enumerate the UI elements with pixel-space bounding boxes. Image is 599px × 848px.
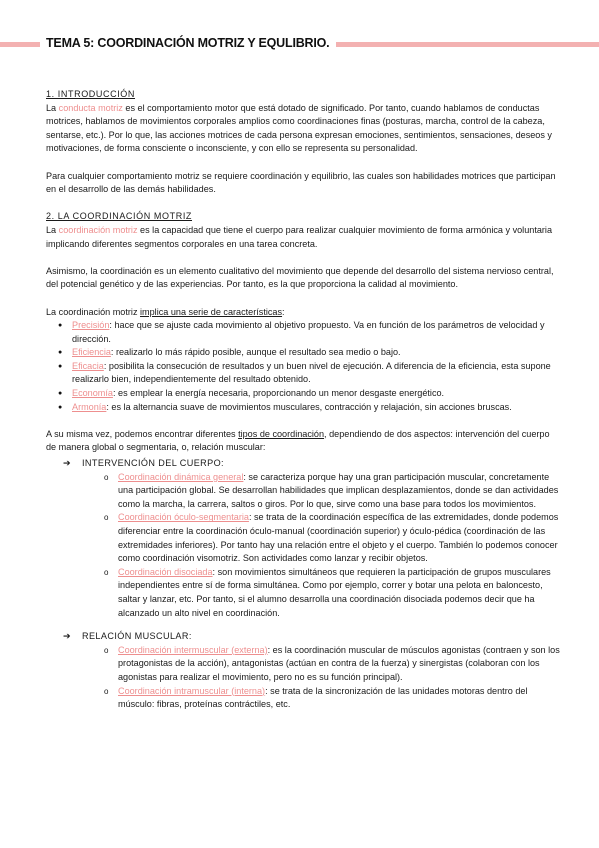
circle-bullet-icon: o [104, 472, 109, 482]
list-item: o Coordinación intramuscular (interna): se trata de la sincronización de las unidades motoras dentro del músculo: fibras, proteínas contráctiles, etc. [104, 685, 528, 710]
list-item: o Coordinación dinámica general: se caracteriza porque hay una gran participación muscular, concretamente una participación global. Se desarrollan habilidades que implican desplazamientos, donde se dan actividades como la marcha, la carrera, saltos o giros. Por lo que, sirve como una base para todos los movimientos. [104, 471, 559, 509]
list-item: o Coordinación intermuscular (externa): es la coordinación muscular de músculos agonistas (contraen y son los protagonistas de la acción), antagonistas (actúan en contra de la fuerza) y sinergistas (colaboran con los agonistas para realizar el movimiento, pero no es su función principal). [104, 644, 560, 682]
term-coordinacion-motriz: coordinación motriz [58, 224, 138, 235]
section-heading-intro: 1. INTRODUCCIÓN [46, 89, 136, 99]
characteristics-list [46, 319, 560, 414]
arrow-icon: ➔ [63, 458, 71, 469]
arrow-icon: ➔ [63, 631, 71, 642]
page-title: TEMA 5: COORDINACIÓN MOTRIZ Y EQULIBRIO. [46, 36, 330, 50]
title-rule-left [0, 42, 40, 47]
term-conducta-motriz: conducta motriz [58, 102, 123, 113]
list-item: ● Eficacia: posibilita la consecución de resultados y un buen nivel de ejecución. A diferencia de la eficiencia, esta supone realizarlo bien, independientemente del resultado obtenido. [46, 360, 560, 387]
document-body [46, 88, 560, 712]
title-rule-right [336, 42, 599, 47]
list-item: ● Precisión: hace que se ajuste cada movimiento al objetivo propuesto. Va en función de los parámetros de velocidad y dirección. [46, 319, 560, 346]
paragraph-coordination-3: La coordinación motriz implica una serie de características: [46, 306, 285, 317]
list-item: o Coordinación óculo-segmentaria: se trata de la coordinación específica de las extremidades, donde podemos diferenciar entre la coordinación óculo-manual (coordinación superior) y óculo-pédica (coordinación de las extremidades inferiores). Por tanto hay una relación entre el objeto y el cuerpo. También lo podemos conocer como coordinación visomotriz. Son actividades como lanzar y recibir objetos. [104, 512, 559, 564]
paragraph-intro-2: Para cualquier comportamiento motriz se requiere coordinación y equilibrio, las cuales son habilidades motrices que participan en el desarrollo de las demás habilidades. [46, 170, 556, 195]
list-item: o Coordinación disociada: son movimientos simultáneos que requieren la participación de grupos musculares independientes entre sí de forma simultánea. Como por ejemplo, correr y botar una pelota en baloncesto, saltar y lanzar, etc. Por tanto, si el alumno desarrolla una coordinación disociada podemos decir que ha alcanzado un alto nivel en coordinación. [104, 566, 551, 618]
paragraph-coordination-2: Asimismo, la coordinación es un elemento cualitativo del movimiento que depende del desarrollo del sistema nervioso central, del potencial genético y de las experiencias. Por tanto, es la que proporciona la calidad al movimiento. [46, 265, 554, 290]
body-intervention-list [46, 471, 560, 621]
circle-bullet-icon: o [104, 645, 109, 655]
section-heading-coordination: 2. LA COORDINACIÓN MOTRIZ [46, 211, 193, 222]
circle-bullet-icon: o [104, 686, 109, 696]
paragraph-coordination-types: A su misma vez, podemos encontrar diferentes tipos de coordinación, dependiendo de dos aspectos: intervención del cuerpo de manera global o segmentaria, o, relación muscular: [46, 428, 550, 453]
list-item: ● Economía: es emplear la energía necesaria, proporcionando un menor desgaste energético. [46, 387, 560, 401]
group-heading-body-intervention: ➔ INTERVENCIÓN DEL CUERPO: [46, 457, 560, 471]
muscular-relation-list [46, 644, 560, 712]
group-heading-muscular-relation: ➔ RELACIÓN MUSCULAR: [46, 630, 560, 644]
list-item: ● Eficiencia: realizarlo lo más rápido posible, aunque el resultado sea medio o bajo. [46, 346, 560, 360]
circle-bullet-icon: o [104, 513, 109, 523]
paragraph-coordination-1: La coordinación motriz es la capacidad que tiene el cuerpo para realizar cualquier movimiento de forma armónica y voluntaria implicando diferentes segmentos corporales en una tarea concreta. [46, 224, 553, 249]
circle-bullet-icon: o [104, 567, 109, 577]
paragraph-intro-1: La conducta motriz es el comportamiento motor que está dotado de significado. Por tanto, cuando hablamos de conductas motrices, hablamos de movimientos corporales amplios como coordinaciones finas (posturas, marcha, control de la cabeza, sentarse, etc.). Por lo que, las acciones motrices de cada persona expresan emociones, sentimientos, sensaciones, deseos y motivaciones, de forma consciente o inconsciente, y con ello se representa su personalidad. [46, 102, 552, 154]
list-item: ● Armonía: es la alternancia suave de movimientos musculares, contracción y relajación, sin acciones bruscas. [46, 401, 560, 415]
